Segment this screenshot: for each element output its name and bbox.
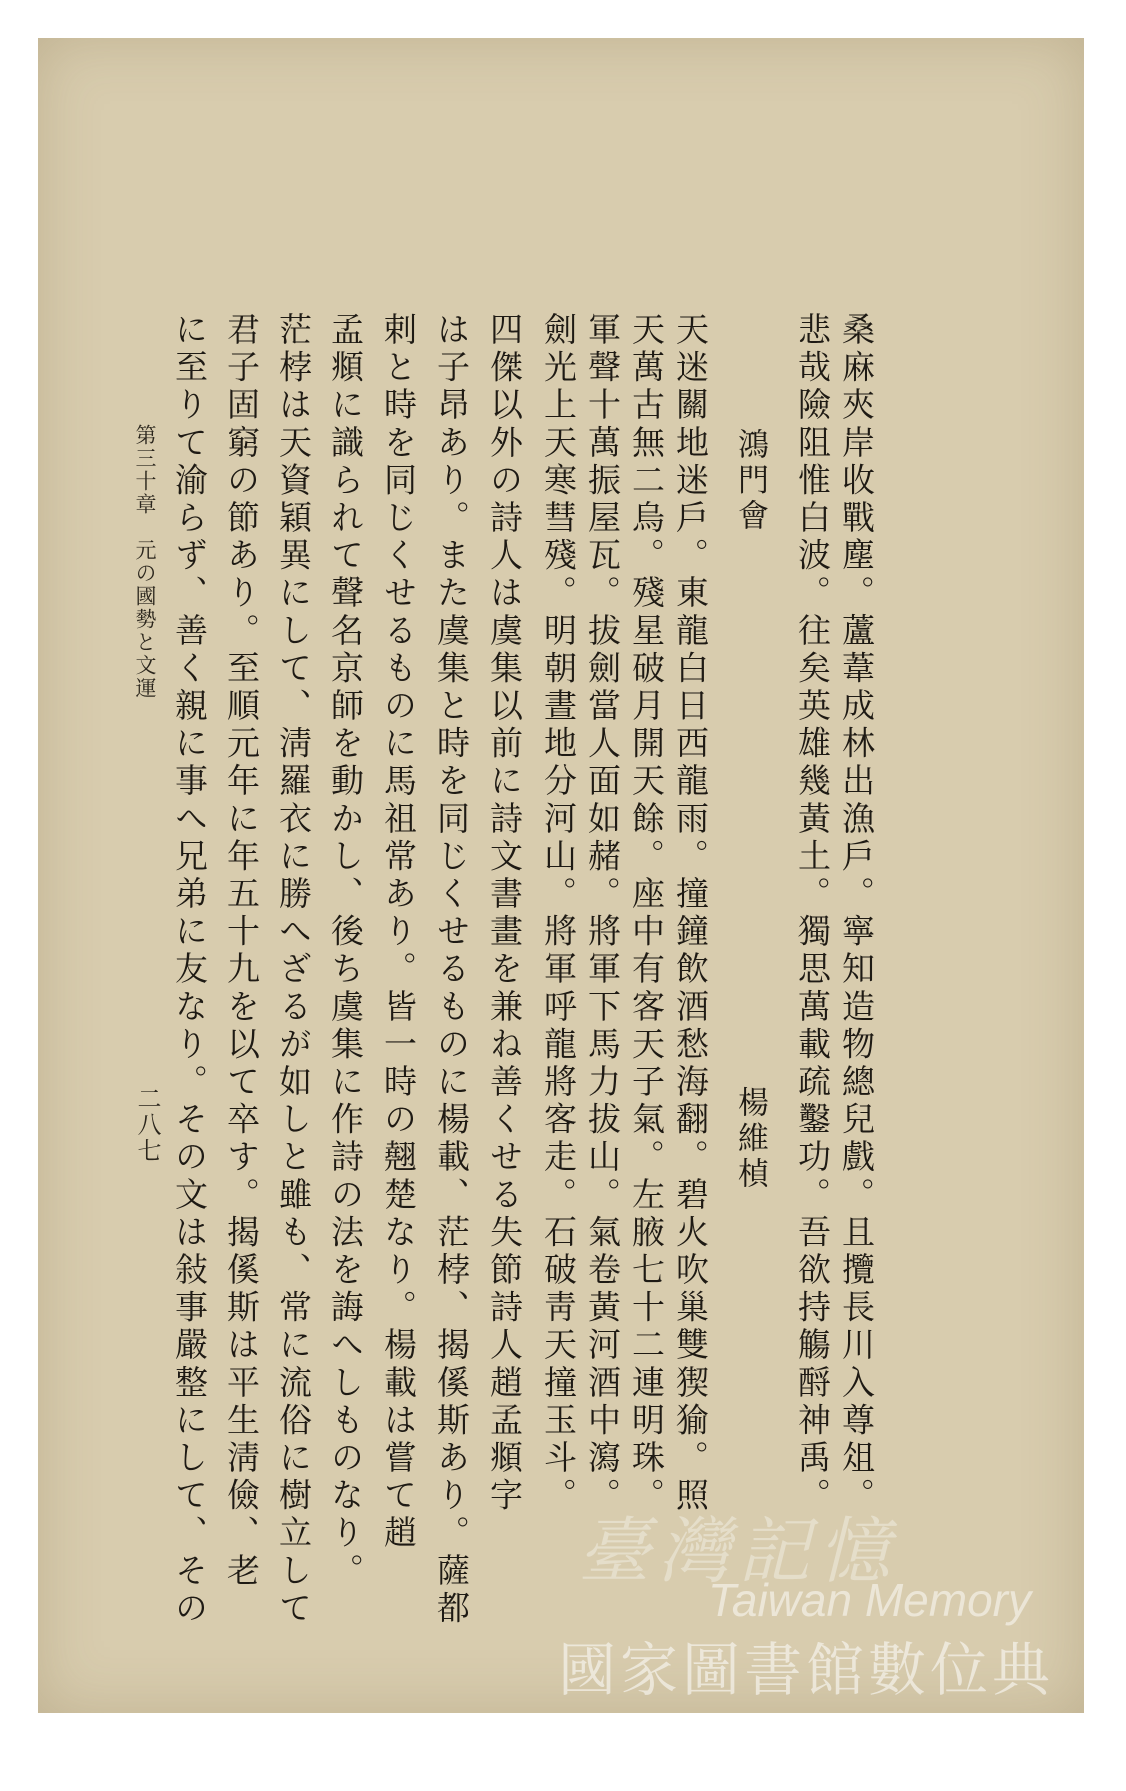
text-column-1: 桑麻夾岸收戰塵。蘆葦成林出漁戶。寧知造物總兒戲。且攬長川入尊俎。 — [837, 312, 876, 1516]
poem-author: 楊維楨 — [732, 1086, 768, 1193]
page-number: 二八七 — [133, 1086, 161, 1164]
text-column-2: 悲哉險阻惟白波。往矣英雄幾黃土。獨思萬載疏鑿功。吾欲持觴酹神禹。 — [793, 312, 832, 1516]
watermark-latin: Taiwan Memory — [708, 1574, 1031, 1626]
text-column-10: 孟頫に識られて聲名京師を動かし、後ち虞集に作詩の法を誨へしものなり。 — [326, 312, 365, 1591]
running-footer: 第三十章 元の國勢と文運 — [133, 424, 157, 700]
text-column-3: 天迷關地迷戶。東龍白日西龍雨。撞鐘飲酒愁海翻。碧火吹巢雙猰㺄。照 — [671, 312, 710, 1516]
book-page — [38, 38, 1084, 1788]
text-column-5: 軍聲十萬振屋瓦。拔劍當人面如赭。將軍下馬力拔山。氣卷黃河酒中瀉。 — [583, 312, 622, 1516]
text-column-7: 四傑以外の詩人は虞集以前に詩文書畫を兼ね善くせる失節詩人趙孟頫字 — [485, 312, 524, 1516]
text-column-9: 剌と時を同じくせるものに馬祖常あり。皆一時の翹楚なり。楊載は嘗て趙 — [379, 312, 418, 1553]
watermark-script: 臺灣記憶 — [578, 1509, 899, 1593]
watermark-chinese: 國家圖書館數位典藏 — [558, 1636, 1055, 1788]
text-column-12: 君子固窮の節あり。至順元年に年五十九を以て卒す。揭傒斯は平生淸儉、老 — [222, 312, 261, 1591]
text-column-4: 天萬古無二烏。殘星破月開天餘。座中有客天子氣。左腋七十二連明珠。 — [627, 312, 666, 1516]
text-column-6: 劍光上天寒彗殘。明朝晝地分河山。將軍呼龍將客走。石破靑天撞玉斗。 — [539, 312, 578, 1516]
text-column-13: に至りて渝らず、善く親に事へ兄弟に友なり。その文は敍事嚴整にして、その — [170, 312, 209, 1628]
text-column-8: は子昂あり。また虞集と時を同じくせるものに楊載、茫桲、揭傒斯あり。薩都 — [432, 312, 471, 1628]
text-column-11: 茫桲は天資穎異にして、淸羅衣に勝へざるが如しと雖も、常に流俗に樹立して — [274, 312, 313, 1628]
watermark — [558, 1493, 1098, 1788]
poem-title: 鴻門會 — [732, 428, 768, 535]
